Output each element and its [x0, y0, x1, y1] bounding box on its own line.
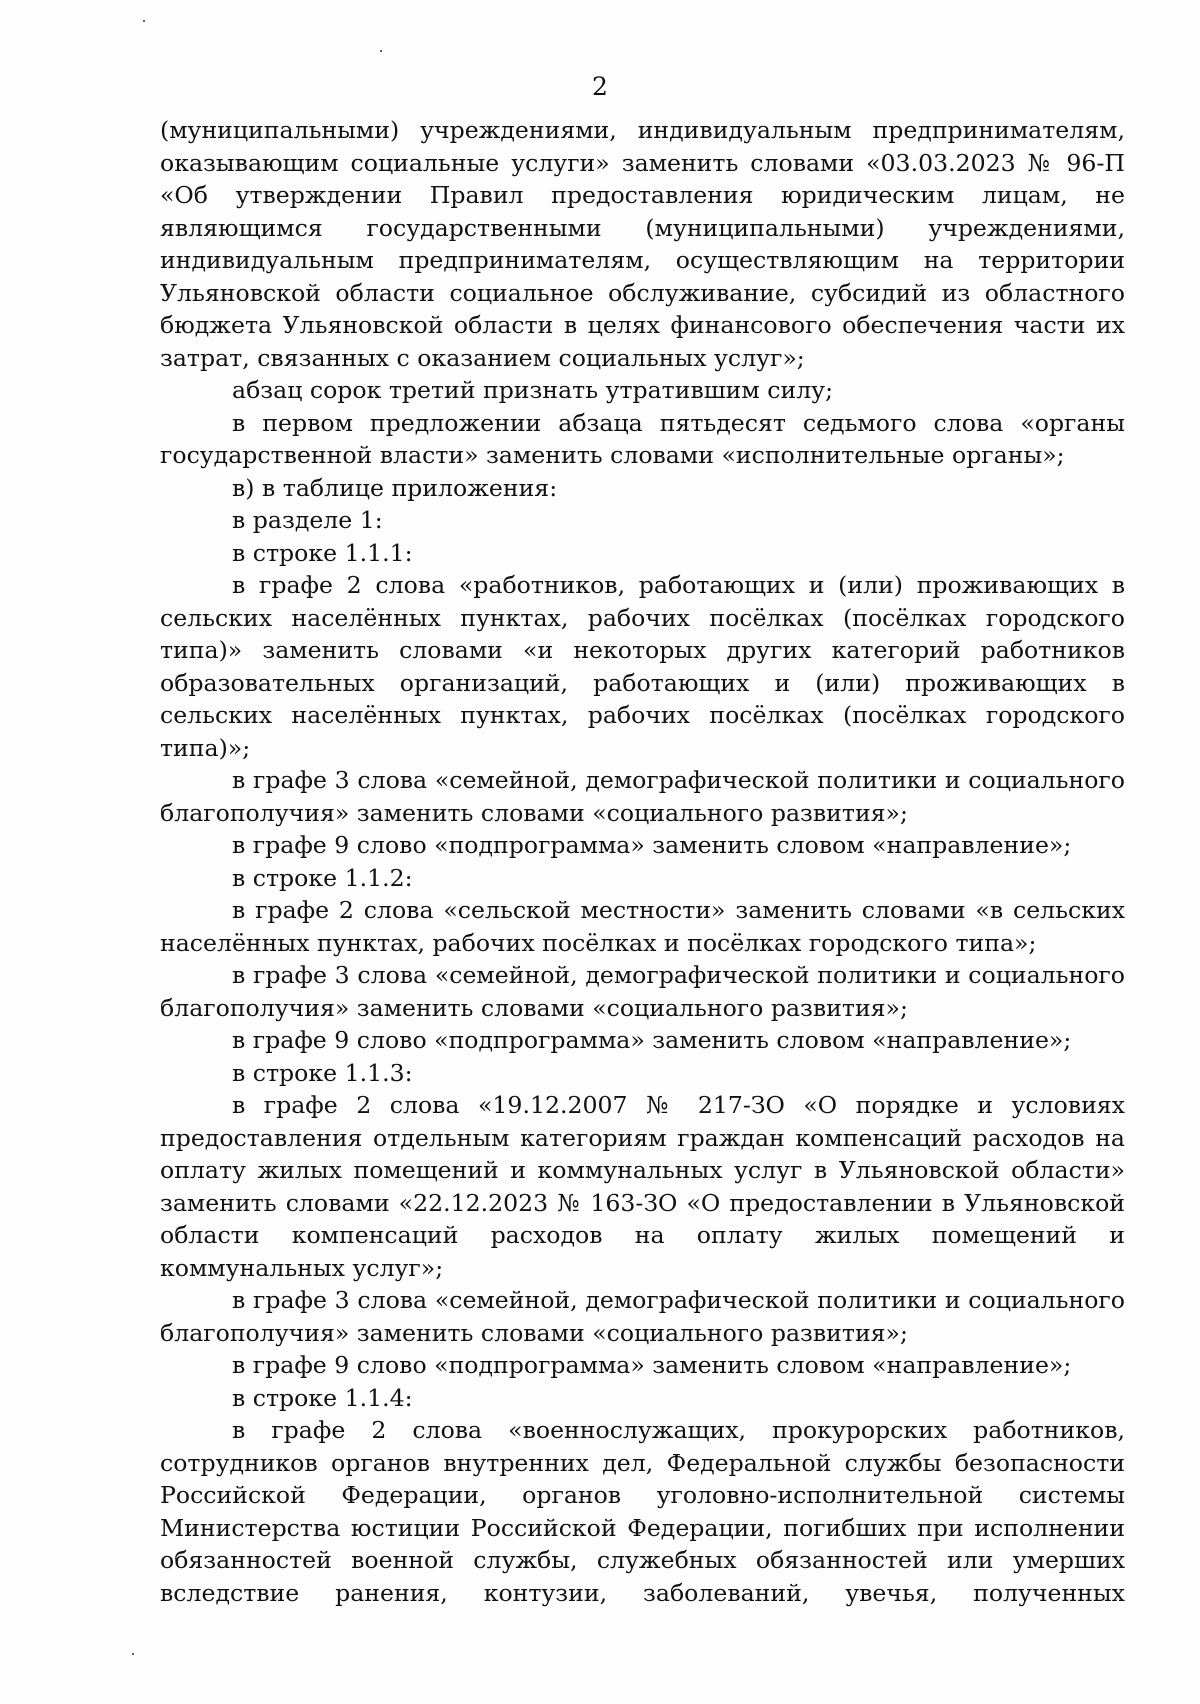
paragraph: в графе 2 слова «19.12.2007 № 217-ЗО «О порядке и условиях предоставления отдельным категориям граждан компенсаций расходов на оплату жилых помещений и коммунальных услуг в Ульяновской области» заменить словами «22.12.2023 № 163-ЗО «О предоставлении в Ульяновской области компенсаций расходов на оплату жилых помещений и коммунальных услуг»; — [160, 1091, 1125, 1282]
paragraph: в строке 1.1.4: — [232, 1383, 413, 1412]
scan-speck — [132, 1653, 134, 1655]
paragraph: в графе 2 слова «военнослужащих, прокурорских работников, сотрудников органов внутренних дел, Федеральной службы безопасности Российской Федерации, органов уголовно-исполнительной системы Министерства юстиции Российской Федерации, погибших при исполнении обязанностей военной службы, служебных обязанностей или умерших вследствие ранения, контузии, заболеваний, увечья, полученных — [160, 1416, 1125, 1607]
paragraph: в строке 1.1.3: — [232, 1058, 413, 1087]
paragraph: в разделе 1: — [232, 506, 383, 534]
paragraph: в строке 1.1.2: — [232, 863, 413, 892]
paragraph: в графе 3 слова «семейной, демографической политики и социального благополучия» заменить словами «социального развития»; — [160, 961, 1125, 1022]
paragraph: в графе 2 слова «сельской местности» заменить словами «в сельских населённых пунктах, рабочих посёлках и посёлках городского типа»; — [160, 896, 1125, 957]
scan-speck — [143, 20, 145, 22]
paragraph: в графе 9 слово «подпрограмма» заменить словом «направление»; — [232, 1026, 1072, 1054]
paragraph: (муниципальными) учреждениями, индивидуальным предпринимателям, оказывающим социальные услуги» заменить словами «03.03.2023 № 96-П «Об утверждении Правил предоставления юридическим лицам, не являющимся государственными (муниципальными) учреждениями, индивидуальным предпринимателям, осуществляющим на территории Ульяновской области социальное обслуживание, субсидий из областного бюджета Ульяновской области в целях финансового обеспечения части их затрат, связанных с оказанием социальных услуг»; — [160, 116, 1125, 372]
document-body — [160, 114, 1125, 1609]
paragraph: в графе 3 слова «семейной, демографической политики и социального благополучия» заменить словами «социального развития»; — [160, 766, 1125, 827]
paragraph: в графе 3 слова «семейной, демографической политики и социального благополучия» заменить словами «социального развития»; — [160, 1286, 1125, 1347]
paragraph: в графе 9 слово «подпрограмма» заменить словом «направление»; — [232, 831, 1072, 859]
paragraph: абзац сорок третий признать утратившим силу; — [232, 376, 834, 404]
paragraph: в графе 9 слово «подпрограмма» заменить словом «направление»; — [232, 1351, 1072, 1379]
page-number: 2 — [592, 72, 608, 101]
paragraph: в графе 2 слова «работников, работающих и (или) проживающих в сельских населённых пунктах, рабочих посёлках (посёлках городского типа)» заменить словами «и некоторых других категорий работников образовательных организаций, работающих и (или) проживающих в сельских населённых пунктах, рабочих посёлках (посёлках городского типа)»; — [160, 571, 1125, 762]
scan-speck — [380, 50, 382, 52]
paragraph: в первом предложении абзаца пятьдесят седьмого слова «органы государственной власти» заменить словами «исполнительные органы»; — [160, 408, 1125, 469]
paragraph: в строке 1.1.1: — [232, 538, 413, 567]
paragraph: в) в таблице приложения: — [232, 473, 558, 502]
